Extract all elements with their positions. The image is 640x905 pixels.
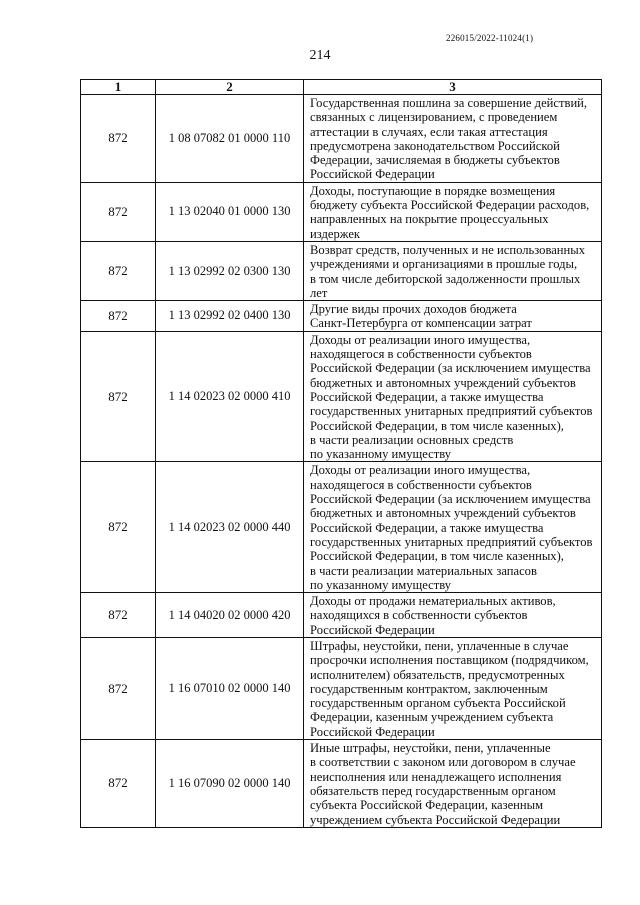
description-line: Российской Федерации [310, 622, 435, 637]
table-row [81, 331, 602, 462]
description-line: государственных унитарных предприятий субъектов [310, 534, 593, 549]
admin-code-cell: 872 [81, 740, 156, 828]
description-line: субъекта Российской Федерации, казенным [310, 798, 544, 813]
document-number: 226015/2022-11024(1) [446, 33, 534, 43]
admin-code-cell: 872 [81, 331, 156, 462]
description-line: Иные штрафы, неустойки, пени, уплаченные [310, 741, 551, 756]
column-header-3: 3 [304, 80, 602, 95]
description-line: Федерации, зачисляемая в бюджеты субъектов [310, 153, 560, 168]
budget-classification-code-cell: 1 14 02023 02 0000 410 [156, 331, 304, 462]
description-line: Санкт-Петербурга от компенсации затрат [310, 316, 532, 331]
description-line: Российской Федерации (за исключением имущества [310, 361, 591, 376]
admin-code-cell: 872 [81, 301, 156, 332]
budget-classification-code-cell: 1 13 02992 02 0300 130 [156, 241, 304, 300]
page-number: 214 [309, 48, 331, 63]
admin-code-cell: 872 [81, 182, 156, 241]
description-line: Возврат средств, полученных и не использованных [310, 242, 586, 257]
table-row [81, 95, 602, 183]
description-line: Российской Федерации, в том числе казенных), [310, 549, 564, 564]
revenue-description-cell [304, 637, 602, 739]
table-row [81, 637, 602, 739]
description-line: Другие виды прочих доходов бюджета [310, 302, 517, 317]
description-line: по указанному имуществу [310, 577, 452, 592]
column-header-1: 1 [81, 80, 156, 95]
revenue-description-cell [304, 740, 602, 828]
description-line: неисполнения или ненадлежащего исполнения [310, 769, 562, 784]
description-line: Российской Федерации, а также имущества [310, 520, 544, 535]
description-line: Доходы от реализации иного имущества, [310, 463, 531, 478]
description-line: Российской Федерации (за исключением имущества [310, 492, 591, 507]
description-line: бюджету субъекта Российской Федерации расходов, [310, 198, 590, 213]
description-line: учреждениями и организациями в прошлые годы, [310, 257, 578, 272]
revenue-codes-table [80, 79, 602, 828]
description-line: Российской Федерации, в том числе казенных), [310, 418, 564, 433]
description-line: по указанному имуществу [310, 447, 452, 462]
table-row [81, 593, 602, 638]
description-line: Доходы от продажи нематериальных активов, [310, 594, 556, 609]
table-row [81, 462, 602, 593]
admin-code-cell: 872 [81, 462, 156, 593]
description-line: в соответствии с законом или договором в случае [310, 755, 576, 770]
table-row [81, 182, 602, 241]
admin-code-cell: 872 [81, 95, 156, 183]
description-line: в части реализации материальных запасов [310, 563, 537, 578]
revenue-description-cell [304, 462, 602, 593]
description-line: учреждением субъекта Российской Федерации [310, 812, 561, 827]
description-line: Доходы от реализации иного имущества, [310, 332, 531, 347]
description-line: Доходы, поступающие в порядке возмещения [310, 183, 556, 198]
table-row [81, 740, 602, 828]
description-line: аттестации в случаях, если такая аттестация [310, 124, 548, 139]
revenue-description-cell [304, 182, 602, 241]
admin-code-cell: 872 [81, 241, 156, 300]
description-line: бюджетных и автономных учреждений субъектов [310, 375, 576, 390]
description-line: находящегося в собственности субъектов [310, 477, 532, 492]
revenue-description-cell [304, 241, 602, 300]
description-line: просрочки исполнения поставщиком (подрядчиком, [310, 653, 589, 668]
admin-code-cell: 872 [81, 637, 156, 739]
description-line: находящихся в собственности субъектов [310, 608, 528, 623]
description-line: обязательств перед государственным органом [310, 783, 556, 798]
description-line: Российской Федерации [310, 724, 435, 739]
budget-classification-code-cell: 1 13 02040 01 0000 130 [156, 182, 304, 241]
revenue-description-cell [304, 331, 602, 462]
budget-classification-code-cell: 1 13 02992 02 0400 130 [156, 301, 304, 332]
description-line: в том числе дебиторской задолженности прошлых [310, 271, 581, 286]
description-line: государственным органом субъекта Российской [310, 696, 566, 711]
budget-classification-code-cell: 1 14 04020 02 0000 420 [156, 593, 304, 638]
description-line: направленных на покрытие процессуальных [310, 212, 549, 227]
description-line: исполнителем) обязательств, предусмотренных [310, 667, 565, 682]
budget-classification-code-cell: 1 08 07082 01 0000 110 [156, 95, 304, 183]
description-line: бюджетных и автономных учреждений субъектов [310, 506, 576, 521]
table-body [81, 95, 602, 828]
admin-code-cell: 872 [81, 593, 156, 638]
description-line: Российской Федерации [310, 167, 435, 182]
description-line: Российской Федерации, а также имущества [310, 389, 544, 404]
revenue-description-cell [304, 95, 602, 183]
description-line: Штрафы, неустойки, пени, уплаченные в случае [310, 638, 569, 653]
description-line: предусмотрена законодательством Российской [310, 138, 560, 153]
description-line: государственным контрактом, заключенным [310, 681, 548, 696]
description-line: Федерации, казенным учреждением субъекта [310, 710, 554, 725]
budget-classification-code-cell: 1 16 07010 02 0000 140 [156, 637, 304, 739]
budget-classification-code-cell: 1 16 07090 02 0000 140 [156, 740, 304, 828]
description-line: в части реализации основных средств [310, 432, 514, 447]
table-row [81, 241, 602, 300]
description-line: Государственная пошлина за совершение действий, [310, 96, 588, 110]
description-line: связанных с лицензированием, с проведением [310, 110, 558, 125]
description-line: государственных унитарных предприятий субъектов [310, 404, 593, 419]
table-header-row [81, 80, 602, 95]
budget-classification-code-cell: 1 14 02023 02 0000 440 [156, 462, 304, 593]
description-line: издержек [310, 226, 361, 241]
table-row [81, 301, 602, 332]
description-line: лет [310, 285, 328, 300]
revenue-description-cell [304, 301, 602, 332]
description-line: находящегося в собственности субъектов [310, 347, 532, 362]
revenue-description-cell [304, 593, 602, 638]
column-header-2: 2 [156, 80, 304, 95]
